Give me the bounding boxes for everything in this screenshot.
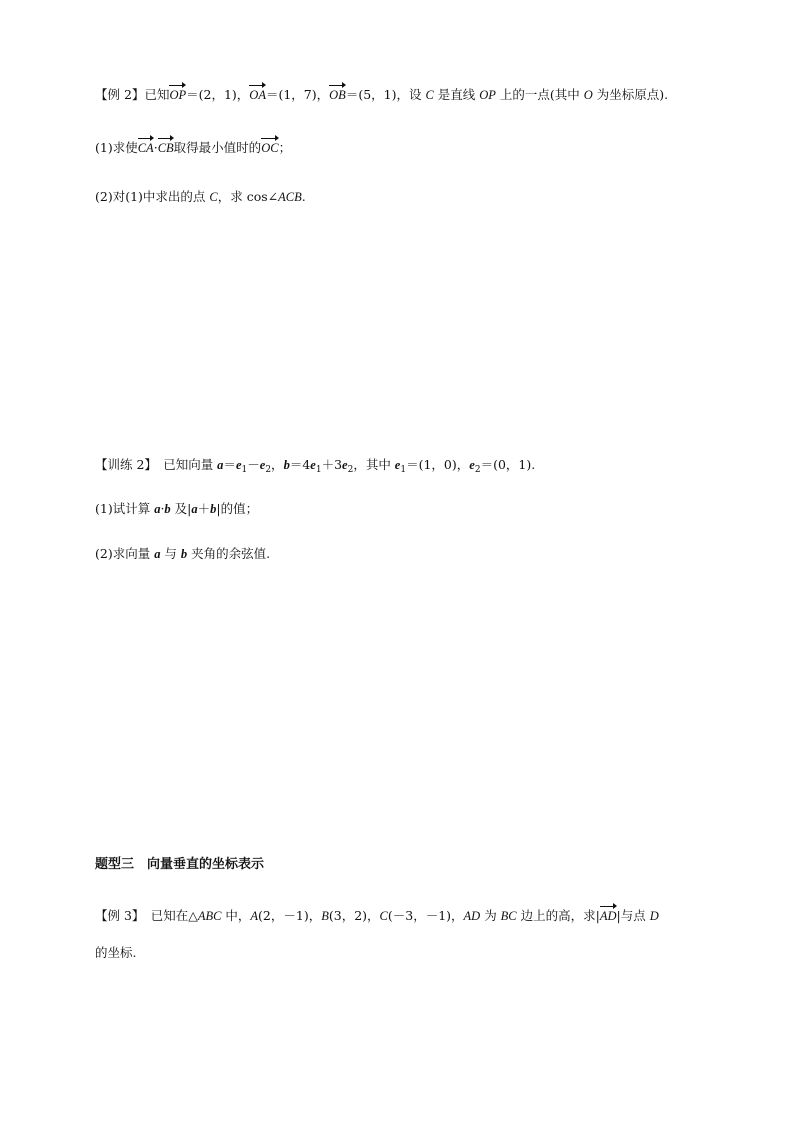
training2-question-1: (1)试计算 a·b 及|a＋b|的值；	[95, 501, 259, 516]
example2-question-1: (1)求使CA·CB取得最小值时的OC；	[95, 140, 292, 155]
example3-statement-line1: 【例 3】 已知在△ABC 中，A(2，－1)，B(3，2)，C(－3，－1)，AD 为 BC 边上的高，求|AD|与点 D	[95, 908, 659, 923]
example3-label: 【例 3】	[95, 908, 139, 923]
training2-label: 【训练 2】	[95, 457, 151, 472]
section3-title: 题型三 向量垂直的坐标表示	[95, 857, 265, 872]
example2-label: 【例 2】	[95, 87, 145, 102]
training2-statement: 【训练 2】 已知向量 $a=e_1-e_2$，$b=4e_1+3e_2$，其中 $e_1=(1$，0)，$e_2=(0$，1).	[95, 457, 536, 475]
example2-question-2: (2)对(1)中求出的点 C，求 cos∠ACB.	[95, 189, 306, 204]
example3-statement-line2: 的坐标.	[95, 945, 137, 960]
example2-statement: 【例 2】已知OP＝(2，1)，OA＝(1，7)，OB＝(5，1)，设 C 是直线 OP 上的一点(其中 O 为坐标原点).	[95, 87, 669, 102]
training2-question-2: (2)求向量 a 与 b 夹角的余弦值.	[95, 546, 271, 561]
